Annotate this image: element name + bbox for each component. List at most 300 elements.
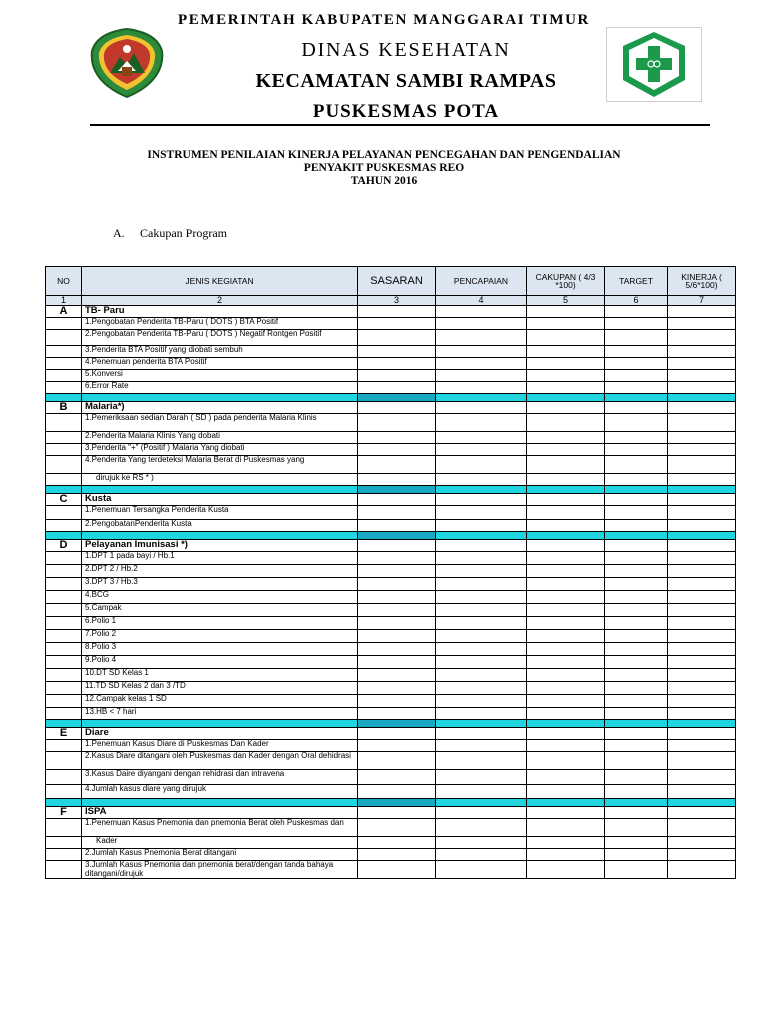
value-cell (605, 358, 668, 370)
value-cell (436, 578, 527, 591)
section-code: F (46, 807, 82, 819)
row-number-cell (46, 785, 82, 799)
value-cell (527, 306, 605, 318)
table-row (46, 669, 736, 682)
value-cell (436, 306, 527, 318)
value-cell (668, 807, 736, 819)
value-cell (358, 506, 436, 520)
value-cell (436, 346, 527, 358)
value-cell (527, 382, 605, 394)
value-cell (527, 819, 605, 837)
separator-cell (82, 720, 358, 728)
separator-cell (605, 532, 668, 540)
row-number-cell (46, 695, 82, 708)
activity-cell: 11.TD SD Kelas 2 dan 3 /TD (82, 682, 358, 695)
value-cell (358, 456, 436, 474)
header-jenis-kegiatan: JENIS KEGIATAN (82, 267, 358, 296)
value-cell (605, 819, 668, 837)
value-cell (605, 540, 668, 552)
value-cell (605, 494, 668, 506)
value-cell (605, 520, 668, 532)
section-separator (46, 486, 736, 494)
row-number-cell (46, 432, 82, 444)
table-row (46, 370, 736, 382)
value-cell (436, 591, 527, 604)
value-cell (358, 494, 436, 506)
activity-cell: 1.Penemuan Tersangka Penderita Kusta (82, 506, 358, 520)
value-cell (527, 346, 605, 358)
value-cell (605, 370, 668, 382)
section-separator (46, 532, 736, 540)
assessment-table (45, 266, 736, 879)
value-cell (605, 630, 668, 643)
value-cell (436, 520, 527, 532)
section-title: Malaria*) (82, 402, 358, 414)
header-pencapaian: PENCAPAIAN (436, 267, 527, 296)
separator-cell (358, 799, 436, 807)
value-cell (605, 807, 668, 819)
table-row (46, 506, 736, 520)
district-heading: KECAMATAN SAMBI RAMPAS (255, 70, 557, 92)
row-number-cell (46, 604, 82, 617)
table-body (46, 306, 736, 879)
value-cell (436, 474, 527, 486)
value-cell (358, 682, 436, 695)
section-code: C (46, 494, 82, 506)
table-row (46, 346, 736, 358)
value-cell (605, 402, 668, 414)
separator-cell (436, 532, 527, 540)
section-row (46, 494, 736, 506)
government-heading: PEMERINTAH KABUPATEN MANGGARAI TIMUR (178, 12, 590, 28)
separator-cell (668, 799, 736, 807)
value-cell (668, 643, 736, 656)
activity-cell: 6.Polio 1 (82, 617, 358, 630)
value-cell (668, 402, 736, 414)
activity-cell: 3.DPT 3 / Hb.3 (82, 578, 358, 591)
table-row (46, 849, 736, 861)
value-cell (605, 643, 668, 656)
value-cell (436, 807, 527, 819)
activity-cell: 1.Penemuan Kasus Pnemonia dan pnemonia Berat oleh Puskesmas dan (82, 819, 358, 837)
separator-cell (668, 532, 736, 540)
value-cell (605, 444, 668, 456)
separator-cell (527, 486, 605, 494)
table-row (46, 565, 736, 578)
value-cell (527, 682, 605, 695)
value-cell (527, 444, 605, 456)
row-number-cell (46, 591, 82, 604)
table-row (46, 695, 736, 708)
value-cell (605, 656, 668, 669)
puskesmas-heading: PUSKESMAS POTA (312, 101, 500, 122)
value-cell (358, 656, 436, 669)
value-cell (358, 630, 436, 643)
separator-cell (46, 394, 82, 402)
value-cell (436, 669, 527, 682)
value-cell (527, 861, 605, 879)
value-cell (358, 540, 436, 552)
row-number-cell (46, 444, 82, 456)
activity-cell: 5.Konversi (82, 370, 358, 382)
section-title: Pelayanan Imunisasi *) (82, 540, 358, 552)
section-heading (113, 226, 227, 241)
value-cell (527, 402, 605, 414)
table-row (46, 444, 736, 456)
value-cell (668, 540, 736, 552)
value-cell (605, 346, 668, 358)
value-cell (605, 682, 668, 695)
header-no: NO (46, 267, 82, 296)
section-separator (46, 799, 736, 807)
row-number-cell (46, 382, 82, 394)
row-number-cell (46, 861, 82, 879)
value-cell (527, 318, 605, 330)
value-cell (436, 604, 527, 617)
value-cell (358, 474, 436, 486)
value-cell (358, 578, 436, 591)
value-cell (668, 849, 736, 861)
section-letter: A. (113, 226, 125, 240)
value-cell (527, 740, 605, 752)
value-cell (527, 807, 605, 819)
activity-cell: 4.Jumlah kasus diare yang dirujuk (82, 785, 358, 799)
row-number-cell (46, 770, 82, 785)
activity-cell: 10.DT SD Kelas 1 (82, 669, 358, 682)
value-cell (605, 708, 668, 720)
value-cell (668, 382, 736, 394)
value-cell (358, 837, 436, 849)
value-cell (605, 432, 668, 444)
value-cell (527, 708, 605, 720)
value-cell (668, 682, 736, 695)
section-code: D (46, 540, 82, 552)
header-sasaran: SASARAN (358, 267, 436, 296)
value-cell (668, 474, 736, 486)
value-cell (358, 306, 436, 318)
table-row (46, 591, 736, 604)
value-cell (358, 432, 436, 444)
value-cell (527, 540, 605, 552)
value-cell (527, 520, 605, 532)
value-cell (358, 785, 436, 799)
separator-cell (605, 394, 668, 402)
value-cell (527, 695, 605, 708)
table-row (46, 358, 736, 370)
header-cakupan: CAKUPAN ( 4/3 *100) (527, 267, 605, 296)
value-cell (668, 630, 736, 643)
row-number-cell (46, 643, 82, 656)
section-code: A (46, 306, 82, 318)
value-cell (436, 456, 527, 474)
value-cell (605, 770, 668, 785)
value-cell (527, 785, 605, 799)
value-cell (605, 414, 668, 432)
row-number-cell (46, 346, 82, 358)
section-separator (46, 394, 736, 402)
table-row (46, 552, 736, 565)
value-cell (358, 382, 436, 394)
value-cell (358, 669, 436, 682)
value-cell (436, 506, 527, 520)
value-cell (358, 318, 436, 330)
value-cell (605, 456, 668, 474)
separator-cell (436, 394, 527, 402)
value-cell (605, 837, 668, 849)
value-cell (527, 358, 605, 370)
activity-cell: 4.Penemuan penderita BTA Positif (82, 358, 358, 370)
section-row (46, 306, 736, 318)
value-cell (605, 330, 668, 346)
value-cell (605, 785, 668, 799)
value-cell (436, 643, 527, 656)
value-cell (436, 617, 527, 630)
separator-cell (358, 394, 436, 402)
value-cell (668, 494, 736, 506)
value-cell (436, 318, 527, 330)
activity-cell: 2.PengobatanPenderita Kusta (82, 520, 358, 532)
value-cell (668, 708, 736, 720)
row-number-cell (46, 617, 82, 630)
value-cell (605, 728, 668, 740)
header-target: TARGET (605, 267, 668, 296)
document-title-line1: INSTRUMEN PENILAIAN KINERJA PELAYANAN PENCEGAHAN DAN PENGENDALIAN (147, 149, 621, 161)
value-cell (668, 456, 736, 474)
separator-cell (668, 394, 736, 402)
value-cell (358, 444, 436, 456)
separator-cell (527, 394, 605, 402)
value-cell (358, 752, 436, 770)
value-cell (605, 578, 668, 591)
value-cell (436, 540, 527, 552)
section-title: TB- Paru (82, 306, 358, 318)
value-cell (358, 708, 436, 720)
table-row (46, 474, 736, 486)
value-cell (436, 656, 527, 669)
table-row (46, 752, 736, 770)
value-cell (436, 565, 527, 578)
row-number-cell (46, 708, 82, 720)
value-cell (668, 346, 736, 358)
value-cell (605, 861, 668, 879)
value-cell (436, 358, 527, 370)
value-cell (358, 604, 436, 617)
value-cell (358, 643, 436, 656)
section-title: Kusta (82, 494, 358, 506)
section-code: B (46, 402, 82, 414)
value-cell (605, 604, 668, 617)
value-cell (358, 740, 436, 752)
value-cell (436, 740, 527, 752)
value-cell (358, 819, 436, 837)
row-number-cell (46, 318, 82, 330)
value-cell (527, 643, 605, 656)
separator-cell (82, 486, 358, 494)
separator-cell (358, 720, 436, 728)
separator-cell (358, 532, 436, 540)
row-number-cell (46, 630, 82, 643)
value-cell (436, 432, 527, 444)
value-cell (358, 770, 436, 785)
value-cell (668, 591, 736, 604)
table-row (46, 520, 736, 532)
value-cell (668, 358, 736, 370)
separator-cell (46, 532, 82, 540)
value-cell (668, 752, 736, 770)
value-cell (668, 617, 736, 630)
value-cell (527, 591, 605, 604)
section-title: ISPA (82, 807, 358, 819)
table-row (46, 785, 736, 799)
value-cell (436, 382, 527, 394)
letterhead-rule (90, 124, 710, 126)
table-row (46, 682, 736, 695)
column-number: 5 (527, 296, 605, 306)
table-row (46, 382, 736, 394)
value-cell (358, 346, 436, 358)
activity-cell: 2.Pengobatan Penderita TB-Paru ( DOTS ) Negatif Rontgen Positif (82, 330, 358, 346)
section-code: E (46, 728, 82, 740)
value-cell (527, 414, 605, 432)
value-cell (527, 474, 605, 486)
value-cell (668, 669, 736, 682)
activity-cell: 4.BCG (82, 591, 358, 604)
activity-cell: 2.Kasus Diare ditangani oleh Puskesmas dan Kader dengan Oral dehidrasi (82, 752, 358, 770)
value-cell (605, 565, 668, 578)
value-cell (668, 520, 736, 532)
column-number: 1 (46, 296, 82, 306)
value-cell (527, 506, 605, 520)
row-number-cell (46, 682, 82, 695)
table-row (46, 432, 736, 444)
value-cell (436, 552, 527, 565)
activity-cell: dirujuk ke RS * ) (82, 474, 358, 486)
value-cell (605, 669, 668, 682)
activity-cell: 1.Pengobatan Penderita TB-Paru ( DOTS ) BTA Positif (82, 318, 358, 330)
section-separator (46, 720, 736, 728)
value-cell (358, 552, 436, 565)
value-cell (668, 695, 736, 708)
value-cell (358, 617, 436, 630)
value-cell (668, 370, 736, 382)
value-cell (605, 474, 668, 486)
value-cell (527, 432, 605, 444)
row-number-cell (46, 849, 82, 861)
separator-cell (527, 799, 605, 807)
section-title: Cakupan Program (140, 226, 227, 240)
value-cell (605, 552, 668, 565)
table-row (46, 630, 736, 643)
value-cell (436, 414, 527, 432)
value-cell (668, 740, 736, 752)
separator-cell (46, 486, 82, 494)
separator-cell (358, 486, 436, 494)
value-cell (605, 695, 668, 708)
separator-cell (436, 720, 527, 728)
separator-cell (46, 720, 82, 728)
value-cell (436, 330, 527, 346)
value-cell (605, 318, 668, 330)
table-row (46, 740, 736, 752)
value-cell (605, 752, 668, 770)
table-row (46, 861, 736, 879)
table-row (46, 837, 736, 849)
value-cell (436, 370, 527, 382)
column-number: 6 (605, 296, 668, 306)
value-cell (436, 682, 527, 695)
value-cell (436, 785, 527, 799)
value-cell (668, 318, 736, 330)
separator-cell (605, 486, 668, 494)
value-cell (436, 494, 527, 506)
value-cell (668, 861, 736, 879)
column-number: 4 (436, 296, 527, 306)
activity-cell: 3.Penderita BTA Positif yang diobati sembuh (82, 346, 358, 358)
value-cell (527, 617, 605, 630)
value-cell (668, 306, 736, 318)
value-cell (358, 565, 436, 578)
document-title-line3: TAHUN 2016 (350, 175, 418, 187)
separator-cell (668, 486, 736, 494)
row-number-cell (46, 669, 82, 682)
row-number-cell (46, 578, 82, 591)
value-cell (668, 330, 736, 346)
value-cell (527, 630, 605, 643)
value-cell (436, 728, 527, 740)
row-number-cell (46, 370, 82, 382)
activity-cell: 1.DPT 1 pada bayi / Hb.1 (82, 552, 358, 565)
value-cell (668, 578, 736, 591)
value-cell (436, 695, 527, 708)
value-cell (668, 414, 736, 432)
value-cell (436, 819, 527, 837)
value-cell (527, 656, 605, 669)
value-cell (668, 728, 736, 740)
separator-cell (82, 799, 358, 807)
value-cell (436, 402, 527, 414)
separator-cell (436, 799, 527, 807)
row-number-cell (46, 358, 82, 370)
activity-cell: 7.Polio 2 (82, 630, 358, 643)
value-cell (605, 506, 668, 520)
activity-cell: 2.Penderita Malaria Klinis Yang dobati (82, 432, 358, 444)
value-cell (436, 861, 527, 879)
activity-cell: 5.Campak (82, 604, 358, 617)
activity-cell: 8.Polio 3 (82, 643, 358, 656)
separator-cell (82, 532, 358, 540)
row-number-cell (46, 740, 82, 752)
value-cell (436, 849, 527, 861)
row-number-cell (46, 837, 82, 849)
value-cell (527, 752, 605, 770)
row-number-cell (46, 552, 82, 565)
activity-cell: 4.Penderita Yang terdeteksi Malaria Berat di Puskesmas yang (82, 456, 358, 474)
table-row (46, 578, 736, 591)
table-row (46, 330, 736, 346)
section-title: Diare (82, 728, 358, 740)
value-cell (436, 630, 527, 643)
table-row (46, 318, 736, 330)
separator-cell (527, 532, 605, 540)
separator-cell (605, 799, 668, 807)
value-cell (527, 552, 605, 565)
section-row (46, 402, 736, 414)
value-cell (358, 695, 436, 708)
value-cell (358, 414, 436, 432)
table-row (46, 819, 736, 837)
value-cell (527, 494, 605, 506)
value-cell (668, 444, 736, 456)
